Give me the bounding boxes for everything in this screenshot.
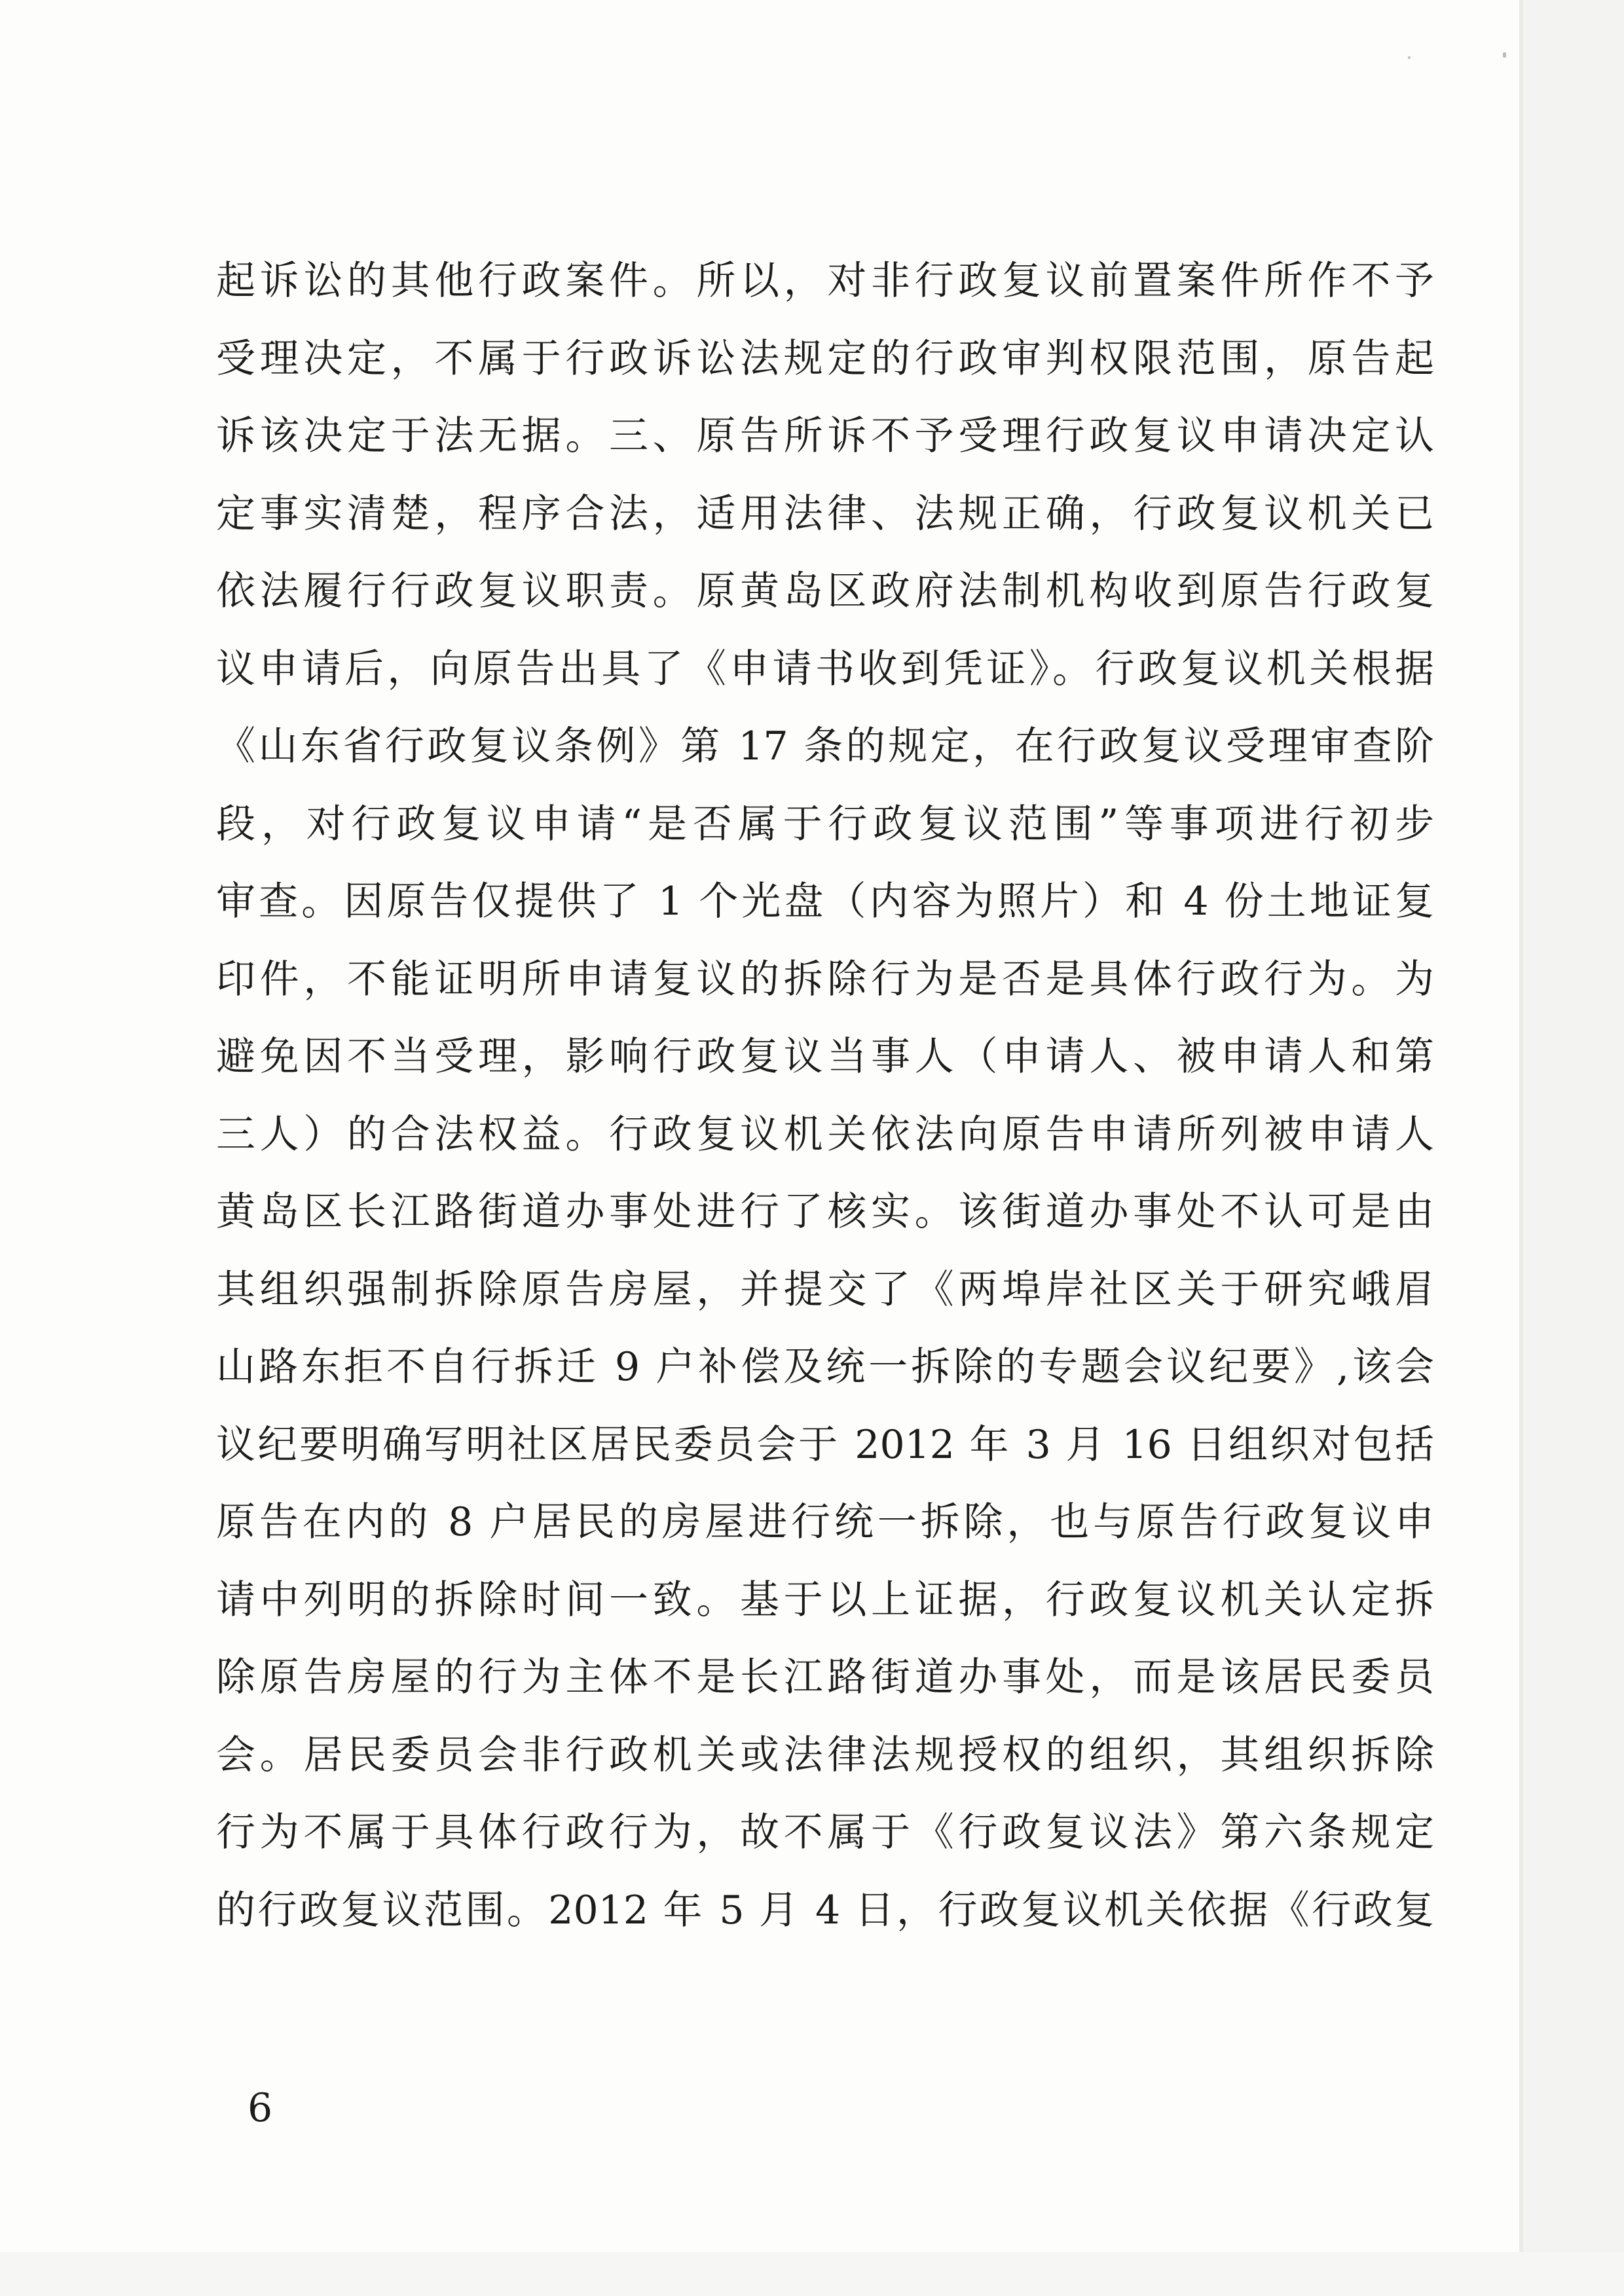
text-line: 议纪要明确写明社区居民委员会于 2012 年 3 月 16 日组织对包括: [216, 1421, 1434, 1468]
scan-speck: [1408, 56, 1411, 59]
text-line: 山路东拒不自行拆迁 9 户补偿及统一拆除的专题会议纪要》,该会: [216, 1344, 1434, 1390]
text-line: 原告在内的 8 户居民的房屋进行统一拆除，也与原告行政复议申: [216, 1499, 1434, 1545]
text-line: 请中列明的拆除时间一致。基于以上证据，行政复议机关认定拆: [216, 1576, 1434, 1623]
text-line: 避免因不当受理，影响行政复议当事人（申请人、被申请人和第: [216, 1034, 1434, 1080]
text-line: 受理决定，不属于行政诉讼法规定的行政审判权限范围，原告起: [216, 335, 1434, 382]
text-line: 审查。因原告仅提供了 1 个光盘（内容为照片）和 4 份土地证复: [216, 879, 1434, 924]
text-line: 会。居民委员会非行政机关或法律法规授权的组织，其组织拆除: [216, 1732, 1434, 1778]
page-number: 6: [248, 2085, 273, 2131]
text-line: 依法履行行政复议职责。原黄岛区政府法制机构收到原告行政复: [216, 568, 1434, 614]
text-line: 行为不属于具体行政行为，故不属于《行政复议法》第六条规定: [216, 1810, 1434, 1855]
text-line: 议申请后，向原告出具了《申请书收到凭证》。行政复议机关根据: [216, 646, 1434, 692]
scan-bottom-shadow: [0, 2252, 1624, 2296]
text-line: 三人）的合法权益。行政复议机关依法向原告申请所列被申请人: [216, 1111, 1434, 1157]
text-line: 黄岛区长江路街道办事处进行了核实。该街道办事处不认可是由: [216, 1189, 1434, 1235]
text-line: 的行政复议范围。2012 年 5 月 4 日，行政复议机关依据《行政复: [216, 1887, 1434, 1933]
text-line: 印件，不能证明所申请复议的拆除行为是否是具体行政行为。为: [216, 956, 1434, 1002]
text-line: 定事实清楚，程序合法，适用法律、法规正确，行政复议机关已: [216, 490, 1434, 537]
text-line: 其组织强制拆除原告房屋，并提交了《两埠岸社区关于研究峨眉: [216, 1266, 1434, 1313]
body-text: [216, 242, 1434, 1949]
scan-edge-shadow: [1519, 0, 1624, 2296]
text-line: 段，对行政复议申请“是否属于行政复议范围”等事项进行初步: [216, 801, 1434, 847]
scan-edge-line: [1519, 0, 1523, 2296]
text-line: 除原告房屋的行为主体不是长江路街道办事处，而是该居民委员: [216, 1654, 1434, 1700]
text-line: 《山东省行政复议条例》第 17 条的规定，在行政复议受理审查阶: [216, 723, 1434, 769]
text-line: 诉该决定于法无据。三、原告所诉不予受理行政复议申请决定认: [216, 413, 1434, 459]
scan-speck: [1503, 52, 1506, 58]
text-line: 起诉讼的其他行政案件。所以，对非行政复议前置案件所作不予: [216, 258, 1434, 304]
